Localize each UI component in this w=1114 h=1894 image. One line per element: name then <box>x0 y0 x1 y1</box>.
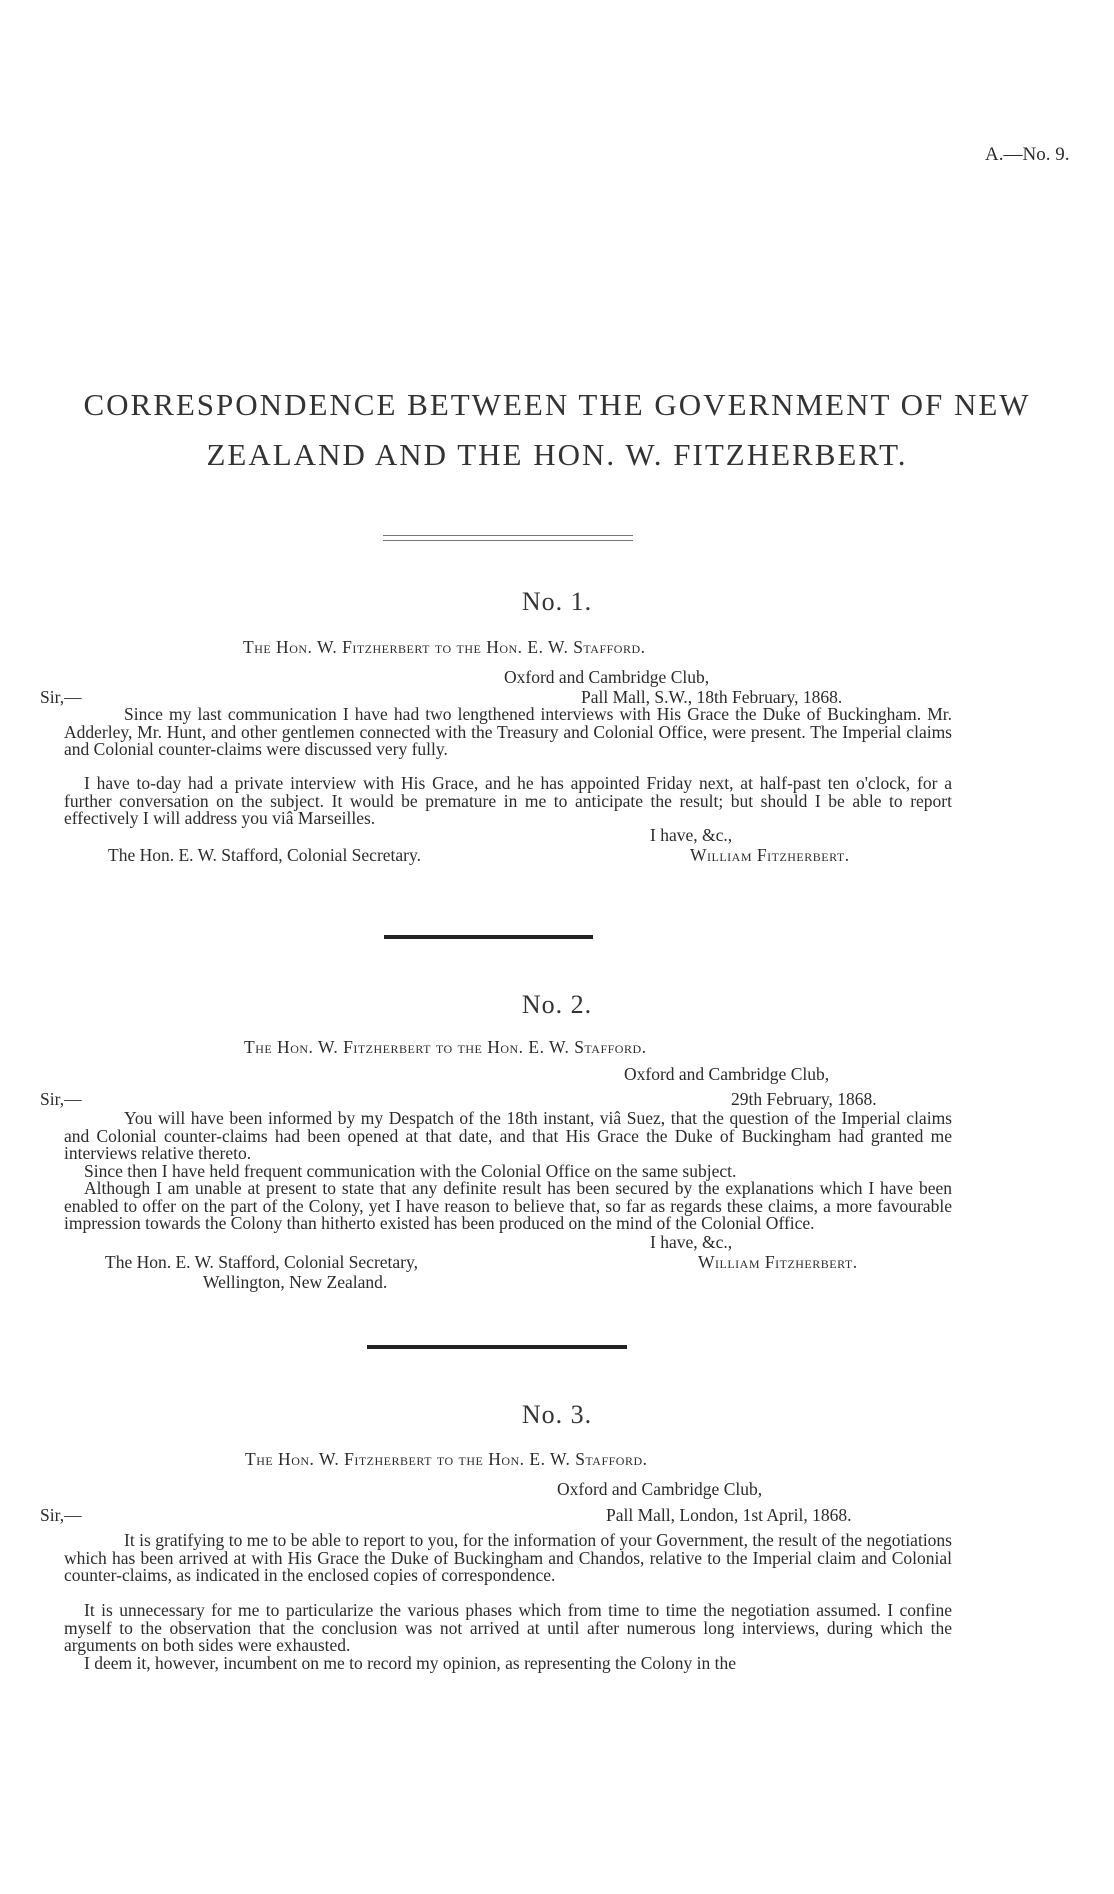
letter-3-paragraph-1: It is gratifying to me to be able to report to you, for the information of your Government, the result of the negotiations which has been arrived at with His Grace the Duke of Buckingham and Chandos, relative to the Imperial claim and Colonial counter-claims, as indicated in the enclosed copies of correspondence. <box>64 1530 952 1585</box>
letter-3-address-line-2: Pall Mall, London, 1st April, 1868. <box>606 1505 852 1525</box>
document-reference: A.—No. 9. <box>985 144 1070 165</box>
letter-2-address-line-2: 29th February, 1868. <box>731 1089 877 1109</box>
letter-2-paragraph-1: You will have been informed by my Despatch of the 18th instant, viâ Suez, that the question of the Imperial claims and Colonial counter-claims had been opened at that date, and that His Grace the Duke of Buckingham had granted me interviews relative thereto. <box>64 1108 952 1163</box>
letter-2-from-to: The Hon. W. Fitzherbert to the Hon. E. W. Stafford. <box>244 1037 647 1057</box>
letter-3-from-to: The Hon. W. Fitzherbert to the Hon. E. W. Stafford. <box>245 1449 648 1469</box>
letter-1-recipient: The Hon. E. W. Stafford, Colonial Secretary. <box>108 845 421 865</box>
letter-1-closing: I have, &c., <box>650 825 733 845</box>
letter-1-paragraph-1: Since my last communication I have had two lengthened interviews with His Grace the Duke of Buckingham. Mr. Adderley, Mr. Hunt, and other gentlemen connected with the Treasury and Colonial Office, were present. The Imperial claims and Colonial counter-claims were discussed very fully. <box>64 704 952 759</box>
letter-2-closing: I have, &c., <box>650 1232 733 1252</box>
title-line-2: ZEALAND AND THE HON. W. FITZHERBERT. <box>206 437 908 472</box>
letter-2-signature: William Fitzherbert. <box>698 1252 858 1272</box>
letter-3-address-line-1: Oxford and Cambridge Club, <box>557 1479 763 1499</box>
letter-2-number: No. 2. <box>521 990 593 1019</box>
letter-1-from-to: The Hon. W. Fitzherbert to the Hon. E. W. Stafford. <box>243 637 646 657</box>
letter-2-paragraph-3: Although I am unable at present to state that any definite result has been secured by the explanations which I have been enabled to offer on the part of the Colony, yet I have reason to believe that, so far as regards these claims, a more favourable impression towards the Colony than hitherto existed has been produced on the mind of the Colonial Office. <box>64 1178 952 1233</box>
letter-2-recipient-location: Wellington, New Zealand. <box>203 1272 388 1292</box>
letter-3-paragraph-3: I deem it, however, incumbent on me to record my opinion, as representing the Colony in the <box>84 1653 736 1673</box>
letter-2-recipient: The Hon. E. W. Stafford, Colonial Secretary, <box>105 1252 418 1272</box>
letter-1-address-line-2: Pall Mall, S.W., 18th February, 1868. <box>581 687 843 707</box>
letter-1-paragraph-2: I have to-day had a private interview with His Grace, and he has appointed Friday next, at half-past ten o'clock, for a further conversation on the subject. It would be premature in me to anticipate the result; but should I be able to report effectively I will address you viâ Marseilles. <box>64 773 952 828</box>
letter-1-address-line-1: Oxford and Cambridge Club, <box>504 667 710 687</box>
letter-3-paragraph-2: It is unnecessary for me to particularize the various phases which from time to time the negotiation assumed. I confine myself to the observation that the conclusion was not arrived at until after numerous long interviews, during which the arguments on both sides were exhausted. <box>64 1600 952 1655</box>
letter-3-number: No. 3. <box>521 1400 593 1429</box>
letter-2-end-rule <box>367 1345 627 1349</box>
letter-1-end-rule <box>384 935 593 939</box>
letter-2-paragraph-2: Since then I have held frequent communication with the Colonial Office on the same subject. <box>84 1161 737 1181</box>
letter-1-signature: William Fitzherbert. <box>690 845 850 865</box>
title-divider-bottom <box>383 540 633 541</box>
letter-2-salutation: Sir,— <box>40 1089 82 1109</box>
letter-3-salutation: Sir,— <box>40 1505 82 1525</box>
title-line-1: CORRESPONDENCE BETWEEN THE GOVERNMENT OF NEW <box>83 387 1031 422</box>
letter-1-number: No. 1. <box>521 587 593 616</box>
letter-1-salutation: Sir,— <box>40 687 82 707</box>
title-divider-top <box>383 535 633 536</box>
letter-2-address-line-1: Oxford and Cambridge Club, <box>624 1064 830 1084</box>
